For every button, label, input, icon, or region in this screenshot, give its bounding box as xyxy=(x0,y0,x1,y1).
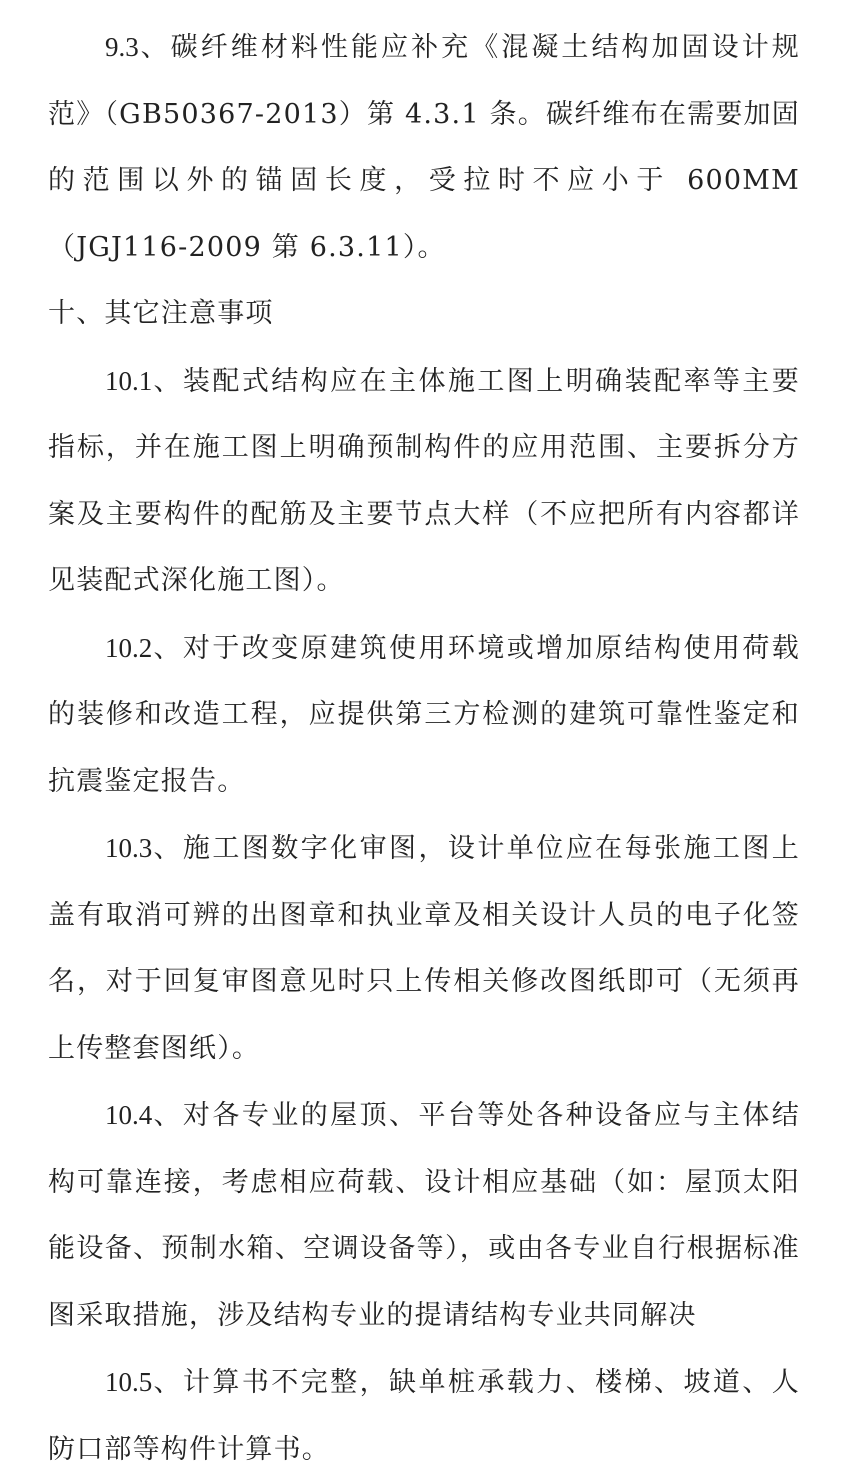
clause-text: 、对各专业的屋顶、平台等处各种设备应与主体结构可靠连接，考虑相应荷载、设计相应基础（如：屋顶太阳能设备、预制水箱、空调设备等），或由各专业自行根据标准图采取措施，涉及结构专业的提请结构专业共同解决 xyxy=(48,1100,800,1331)
paragraph-10-2 xyxy=(48,615,800,816)
clause-number: 9.3 xyxy=(105,32,139,62)
clause-text: 、碳纤维材料性能应补充《混凝土结构加固设计规范》（GB50367-2013）第 4.3.1 条。碳纤维布在需要加固的范围以外的锚固长度，受拉时不应小于 600MM（JGJ116-2009 第 6.3.11）。 xyxy=(48,32,800,263)
section-heading-other-notes: 十、其它注意事项 xyxy=(48,298,274,329)
clause-number: 10.2 xyxy=(105,632,153,663)
clause-number: 10.4 xyxy=(105,1100,153,1130)
document-page xyxy=(48,14,800,1483)
clause-text: 、施工图数字化审图，设计单位应在每张施工图上盖有取消可辨的出图章和执业章及相关设计人员的电子化签名，对于回复审图意见时只上传相关修改图纸即可（无须再上传整套图纸）。 xyxy=(48,833,800,1064)
clause-text: 、计算书不完整，缺单桩承载力、楼梯、坡道、人防口部等构件计算书。 xyxy=(48,1367,800,1465)
clause-text: 、对于改变原建筑使用环境或增加原结构使用荷载的装修和改造工程，应提供第三方检测的建筑可靠性鉴定和抗震鉴定报告。 xyxy=(48,632,800,797)
clause-number: 10.3 xyxy=(105,833,153,863)
paragraph-9-3 xyxy=(48,14,800,281)
paragraph-10-4 xyxy=(48,1082,800,1349)
clause-number: 10.1 xyxy=(105,365,153,396)
paragraph-10-3 xyxy=(48,815,800,1082)
paragraph-10-1 xyxy=(48,348,800,615)
paragraph-10-5 xyxy=(48,1349,800,1483)
clause-number: 10.5 xyxy=(105,1367,153,1397)
clause-text: 、装配式结构应在主体施工图上明确装配率等主要指标，并在施工图上明确预制构件的应用范围、主要拆分方案及主要构件的配筋及主要节点大样（不应把所有内容都详见装配式深化施工图）。 xyxy=(48,365,800,596)
